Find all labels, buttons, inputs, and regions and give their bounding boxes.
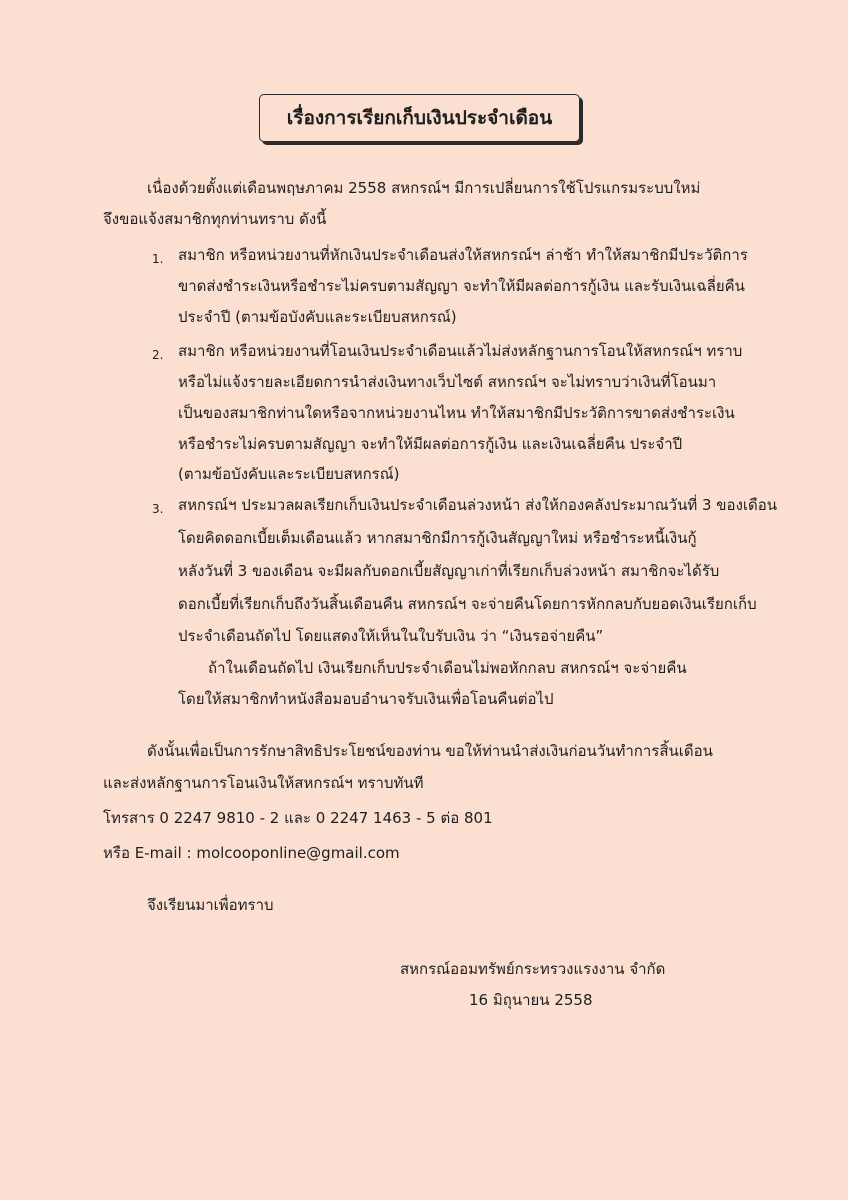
fax-line: โทรสาร 0 2247 9810 - 2 และ 0 2247 1463 - 5 ต่อ 801 [103,809,493,827]
regards-line: จึงเรียนมาเพื่อทราบ [147,896,274,914]
intro-line: จึงขอแจ้งสมาชิกทุกท่านทราบ ดังนี้ [103,210,327,228]
list-item-line: โดยคิดดอกเบี้ยเต็มเดือนแล้ว หากสมาชิกมีการกู้เงินสัญญาใหม่ หรือชำระหนี้เงินกู้ [178,529,697,547]
list-item-number: 3. [152,502,164,516]
list-item-number: 2. [152,348,164,362]
title-box [259,94,580,142]
list-item-line: เป็นของสมาชิกท่านใดหรือจากหน่วยงานไหน ทำให้สมาชิกมีประวัติการขาดส่งชำระเงิน [178,404,735,422]
document-title: เรื่องการเรียกเก็บเงินประจำเดือน [286,107,553,129]
continuation-line: โดยให้สมาชิกทำหนังสือมอบอำนาจรับเงินเพื่อโอนคืนต่อไป [178,690,554,708]
list-item-line: ประจำเดือนถัดไป โดยแสดงให้เห็นในใบรับเงิน ว่า “เงินรอจ่ายคืน” [178,627,604,645]
list-item-line: หลังวันที่ 3 ของเดือน จะมีผลกับดอกเบี้ยสัญญาเก่าที่เรียกเก็บล่วงหน้า สมาชิกจะได้รับ [178,562,720,580]
list-item-line: ขาดส่งชำระเงินหรือชำระไม่ครบตามสัญญา จะทำให้มีผลต่อการกู้เงิน และรับเงินเฉลี่ยคืน [178,277,745,295]
list-item-line: (ตามข้อบังคับและระเบียบสหกรณ์) [178,465,400,483]
list-item-line: ดอกเบี้ยที่เรียกเก็บถึงวันสิ้นเดือนคืน สหกรณ์ฯ จะจ่ายคืนโดยการหักกลบกับยอดเงินเรียกเก็บ [178,595,757,613]
closing-line: ดังนั้นเพื่อเป็นการรักษาสิทธิประโยชน์ของท่าน ขอให้ท่านนำส่งเงินก่อนวันทำการสิ้นเดือน [147,742,713,760]
closing-line: และส่งหลักฐานการโอนเงินให้สหกรณ์ฯ ทราบทันที [103,774,424,792]
list-item-line: หรือชำระไม่ครบตามสัญญา จะทำให้มีผลต่อการกู้เงิน และเงินเฉลี่ยคืน ประจำปี [178,435,683,453]
signature-org: สหกรณ์ออมทรัพย์กระทรวงแรงงาน จำกัด [400,960,666,978]
list-item-line: สมาชิก หรือหน่วยงานที่หักเงินประจำเดือนส่งให้สหกรณ์ฯ ล่าช้า ทำให้สมาชิกมีประวัติการ [178,246,748,264]
list-item-line: ประจำปี (ตามข้อบังคับและระเบียบสหกรณ์) [178,308,457,326]
list-item-number: 1. [152,252,164,266]
email-line: หรือ E-mail : molcooponline@gmail.com [103,844,400,862]
list-item-line: หรือไม่แจ้งรายละเอียดการนำส่งเงินทางเว็บไซต์ สหกรณ์ฯ จะไม่ทราบว่าเงินที่โอนมา [178,373,717,391]
list-item-line: สหกรณ์ฯ ประมวลผลเรียกเก็บเงินประจำเดือนล่วงหน้า ส่งให้กองคลังประมาณวันที่ 3 ของเดือน [178,496,778,514]
list-item-line: สมาชิก หรือหน่วยงานที่โอนเงินประจำเดือนแล้วไม่ส่งหลักฐานการโอนให้สหกรณ์ฯ ทราบ [178,342,743,360]
continuation-line: ถ้าในเดือนถัดไป เงินเรียกเก็บประจำเดือนไม่พอหักกลบ สหกรณ์ฯ จะจ่ายคืน [208,659,687,677]
signature-date: 16 มิถุนายน 2558 [469,991,593,1009]
intro-line: เนื่องด้วยตั้งแต่เดือนพฤษภาคม 2558 สหกรณ์ฯ มีการเปลี่ยนการใช้โปรแกรมระบบใหม่ [147,179,701,197]
